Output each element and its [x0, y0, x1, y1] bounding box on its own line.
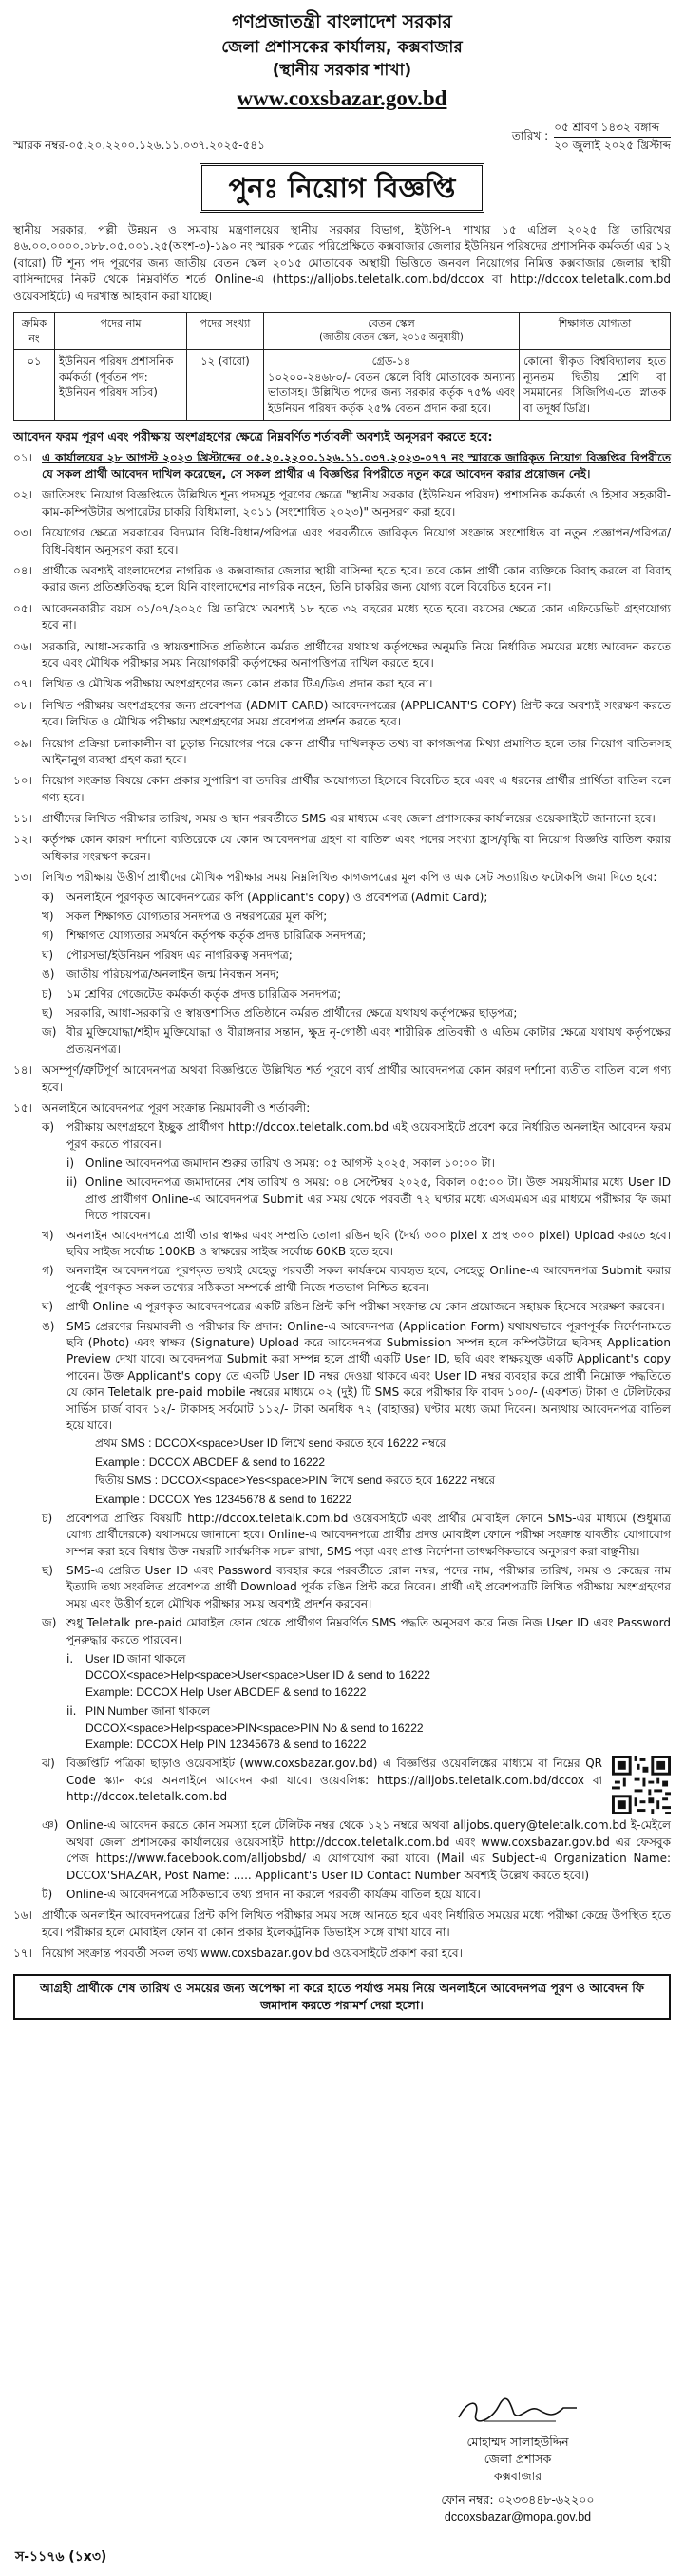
list-item [42, 1263, 671, 1296]
list-item [42, 948, 671, 964]
signatory-name: মোহাম্মদ সালাহউদ্দিন [466, 2435, 569, 2450]
item-text: প্রবেশপত্র প্রাপ্তির বিষয়টি http://dccox.teletalk.com.bd ওয়েবসাইটে এবং প্রার্থীর মোবাইল ফোনে SMS-এর মাধ্যমে (শুধুমাত্র যোগ্য প্রার্থীদেরকে) যথাসময়ে জানানো হবে। Online-এ আবেদনপত্রে প্রার্থীর প্রদত্ত মোবাইল ফোনে পরীক্ষা সংক্রান্ত যাবতীয় যোগাযোগ সম্পন্ন করা হবে বিধায় উক্ত নম্বরটি সার্বক্ষণিক সচল রাখা, SMS পড়া এবং প্রাপ্ত নির্দেশনা তাৎক্ষণিকভাবে অনুসরণ করা বাঞ্ছনীয়। [66, 1511, 671, 1558]
item-marker: চ) [42, 987, 53, 1001]
item-text: পরীক্ষায় অংশগ্রহণে ইচ্ছুক প্রার্থীগণ http://dccox.teletalk.com.bd এই ওয়েবসাইটে প্রবেশ করে নির্ধারিত অনলাইন আবেদন ফরম পূরণ করতে পারবেন। [66, 1120, 671, 1151]
recovery-list [66, 1651, 671, 1753]
item-text: ১ম শ্রেণির গেজেটেড কর্মকর্তা কর্তৃক প্রদত্ত চারিত্রিক সনদপত্র; [66, 987, 342, 1001]
rule-number: ১৪। [13, 1063, 32, 1078]
list-item [42, 1756, 671, 1814]
rule-text: প্রার্থীদের লিখিত পরীক্ষার তারিখ, সময় ও স্থান পরবর্তীতে SMS এর মাধ্যমে এবং জেলা প্রশাসকের কার্যালয়ের ওয়েবসাইটে জানানো হবে। [42, 812, 656, 826]
memo-row [13, 120, 671, 154]
item-text: সকল শিক্ষাগত যোগ্যতার সনদপত্র ও নম্বরপত্রের মূল কপি; [66, 910, 328, 924]
rule-text: এ কার্যালয়ের ২৮ আগস্ট ২০২৩ খ্রিস্টাব্দের ০৫.২০.২২০০.১২৬.১১.০৩৭.২০২৩-০৭৭ নং স্মারকে জারিকৃত নিয়োগ বিজ্ঞপ্তির বিপরীতে যে সকল প্রার্থী আবেদন দাখিল করেছেন, সে সকল প্রার্থীর এ বিজ্ঞপ্তির বিপরীতে নতুন করে আবেদন করার প্রয়োজন নেই। [42, 450, 671, 481]
deadline-list [66, 1156, 671, 1225]
list-item [42, 928, 671, 944]
rule-text: সরকারি, আধা-সরকারি ও স্বায়ত্তশাসিত প্রতিষ্ঠানে কর্মরত প্রার্থীদের যথাযথ কর্তৃপক্ষের অনুমতি নিয়ে নির্ধারিত সময়ের মধ্যে আবেদন করতে হবে এবং মৌখিক পরীক্ষার সময় নিয়োগকারী কর্তৃপক্ষের অনাপত্তিপত্র দাখিল করতে হবে। [42, 639, 671, 669]
item-text: অনলাইন আবেদনপত্রে প্রার্থী তার স্বাক্ষর এবং সম্প্রতি তোলা রঙিন ছবি (দৈর্ঘ্য ৩০০ pixel x প্রস্থ ৩০০ pixel) Upload করতে হবে। ছবির সাইজ সর্বোচ্চ 100KB ও স্বাক্ষরের সাইজ সর্বোচ্চ 60KB হতে হবে। [66, 1228, 671, 1259]
rule-item [13, 1908, 671, 1941]
list-item [66, 1175, 671, 1224]
rule-number: ১২। [13, 833, 32, 847]
notice-title: পুনঃ নিয়োগ বিজ্ঞপ্তি [200, 163, 485, 213]
rule-number: ১৩। [13, 871, 32, 885]
item-text: Online-এ আবেদনপত্রে সঠিকভাবে তথ্য প্রদান না করলে পরবর্তী কার্যক্রম বাতিল হয়ে যাবে। [66, 1887, 481, 1901]
signature-block [408, 2393, 627, 2526]
recovery-command: DCCOX<space>Help<space>User<space>User ID & send to 16222 [86, 1668, 430, 1683]
col-post: পদের নাম [55, 312, 187, 349]
rule-item [13, 525, 671, 558]
signature-icon [442, 2393, 594, 2429]
list-item [66, 1156, 671, 1172]
documents-list [42, 890, 671, 1059]
list-item [42, 967, 671, 983]
rule-number: ১৫। [13, 1100, 32, 1115]
item-marker: ঘ) [42, 1300, 54, 1314]
rule-number: ০৬। [13, 639, 32, 653]
recovery-command: DCCOX<space>Help<space>PIN<space>PIN No & send to 16222 [86, 1720, 424, 1735]
recovery-example: Example: DCCOX Help User ABCDEF & send to 16222 [86, 1684, 367, 1699]
col-qualification: শিক্ষাগত যোগ্যতা [520, 312, 671, 349]
rule-text: প্রার্থীকে অনলাইন আবেদনপত্রের প্রিন্ট কপি লিখিত পরীক্ষার সময় সঙ্গে আনতে হবে এবং নির্ধারিত সময়ের মধ্যে পরীক্ষা কেন্দ্রে উপস্থিত হতে হবে। পরীক্ষার হলে মোবাইল ফোন বা কোন প্রকার ইলেকট্রনিক ডিভাইস সঙ্গে রাখা যাবে না। [42, 1908, 671, 1939]
sms-example: Example : DCCOX Yes 12345678 & send to 16222 [95, 1492, 352, 1506]
item-marker: ii) [66, 1175, 78, 1190]
list-item [42, 1615, 671, 1648]
cell-count: ১২ (বারো) [187, 349, 264, 420]
intro-paragraph: স্থানীয় সরকার, পল্লী উন্নয়ন ও সমবায় মন্ত্রণালয়ের স্থানীয় সরকার বিভাগ, ইউপি-৭ শাখার ১৫ এপ্রিল ২০২৫ খ্রি তারিখের ৪৬.০০.০০০০.০৮৮.০৫.০০১.২৫(অংশ-৩)-১৯০ নং স্মারক পত্রের পরিপ্রেক্ষিতে কক্সবাজার জেলার ইউনিয়ন পরিষদের প্রশাসনিক কর্মকর্তা এর ১২ (বারো) টি শূন্য পদ পূরণের জন্য জাতীয় বেতন স্কেল ২০১৫ মোতাবেক অস্থায়ী ভিত্তিতে জনবল নিয়োগের নিমিত্ত কক্সবাজার জেলার স্থায়ী বাসিন্দাদের নিকট থেকে নিম্নবর্ণিত শর্তে Online-এ (https://alljobs.teletalk.com.bd/dccox বা http://dccox.teletalk.com.bd ওয়েবসাইটে) এ দরখাস্ত আহবান করা যাচ্ছে। [13, 223, 671, 303]
rules-heading: আবেদন ফরম পূরণ এবং পরীক্ষায় অংশগ্রহণের ক্ষেত্রে নিম্নবর্ণিত শর্তাবলী অবশ্যই অনুসরণ করতে হবে: [13, 428, 493, 443]
item-text: প্রার্থী Online-এ পূরণকৃত আবেদনপত্রের একটি রঙিন প্রিন্ট কপি পরীক্ষা সংক্রান্ত যে কোন প্রয়োজনে সহায়ক হিসেবে সংরক্ষণ করবেন। [66, 1300, 665, 1314]
letterhead [13, 9, 671, 114]
online-rules-list [42, 1119, 671, 1903]
rule-text: অনলাইনে আবেদনপত্র পূরণ সংক্রান্ত নিয়মাবলী ও শর্তাবলী: [42, 1100, 311, 1115]
rule-item [13, 811, 671, 827]
office-title: জেলা প্রশাসকের কার্যালয়, কক্সবাজার [221, 37, 463, 57]
website-link[interactable]: www.coxsbazar.gov.bd [237, 85, 447, 110]
cell-scale-text: ১০২০০-২৪৬৮০/- বেতন স্কেলে বিধি মোতাবেক অন্যান্য ভাতাসহ। উল্লিখিত পদের জন্য সরকার কর্তৃক ৭৫% এবং ইউনিয়ন পরিষদ কর্তৃক ২৫% বেতন প্রদান করা হবে। [268, 369, 515, 415]
rule-text: লিখিত ও মৌখিক পরীক্ষায় অংশগ্রহণের জন্য কোন প্রকার টিএ/ডিএ প্রদান করা হবে না। [42, 677, 433, 691]
rule-number: ০২। [13, 488, 32, 502]
publication-code: স-১১৭৬ (১x৩) [15, 2549, 107, 2565]
rule-number: ০৮। [13, 698, 32, 712]
rule-text: আবেদনকারীর বয়স ০১/০৭/২০২৫ খ্রি তারিখে অবশ্যই ১৮ হতে ৩২ বছরের মধ্যে হতে হবে। বয়সের ক্ষেত্রে কোন এফিডেভিট গ্রহণযোগ্য হবে না। [42, 601, 671, 632]
rule-text: লিখিত পরীক্ষায় উত্তীর্ণ প্রার্থীদের মৌখিক পরীক্ষার সময় নিম্নলিখিত কাগজপত্রের মূল কপি ও এক সেট সত্যায়িত ফটোকপি জমা দিতে হবে: [42, 871, 657, 885]
item-marker: ছ) [42, 1564, 53, 1578]
advisory-notice: আগ্রহী প্রার্থীকে শেষ তারিখ ও সময়ের জন্য অপেক্ষা না করে হাতে পর্যাপ্ত সময় নিয়ে অনলাইনে আবেদনপত্র পূরণ ও আবেদন ফি জমাদান করতে পরামর্শ দেয়া হলো। [13, 1974, 671, 2020]
rule-item [13, 487, 671, 520]
list-item [42, 1299, 671, 1315]
rule-number: ০১। [13, 450, 32, 464]
list-item [42, 1228, 671, 1261]
rule-item [13, 870, 671, 1058]
signatory-district: কক্সবাজার [493, 2469, 542, 2484]
item-text: শুধু Teletalk pre-paid মোবাইল ফোন থেকে প্রার্থীগণ নিম্নবর্ণিত SMS পদ্ধতি অনুসরণ করে নিজ নিজ User ID এবং Password পুনরুদ্ধার করতে পারবেন। [66, 1616, 671, 1646]
qr-code-icon[interactable] [612, 1756, 671, 1814]
rule-item [13, 639, 671, 672]
rule-number: ০৪। [13, 563, 32, 577]
rule-text: নিয়োগ প্রক্রিয়া চলাকালীন বা চূড়ান্ত নিয়োগের পরে কোন প্রার্থীর দাখিলকৃত তথ্য বা কাগজপত্র মিথ্যা প্রমাণিত হলে তার নিয়োগ বাতিলসহ আইনানুগ ব্যবস্থা গ্রহণ করা হবে। [42, 736, 671, 766]
rule-item [13, 1062, 671, 1096]
rule-number: ০৭। [13, 677, 32, 691]
cell-post: ইউনিয়ন পরিষদ প্রশাসনিক কর্মকর্তা (পূর্বতন পদ: ইউনিয়ন পরিষদ সচিব) [55, 349, 187, 420]
item-text: Online-এ আবেদন করতে কোন সমস্যা হলে টেলিটক নম্বর থেকে ১২১ নম্বরে অথবা alljobs.query@teletalk.com.bd ই-মেইলে অথবা জেলা প্রশাসকের কার্যালয়ের ওয়েবসাইট http://dccox.teletalk.com.bd এবং www.coxsbazar.gov.bd এর ফেসবুক পেজ https://www.facebook.com/alljobsbd/ এ যোগাযোগ করা যাবে। (Mail এর Subject-এ Organization Name: DCCOX'SHAZAR, Post Name: ..... Applicant's User ID Contact Number অবশ্যই উল্লেখ করতে হবে।) [66, 1818, 671, 1882]
rule-number: ১৭। [13, 1946, 32, 1961]
item-marker: ঞ) [42, 1818, 59, 1833]
rule-text: নিয়োগ সংক্রান্ত বিষয়ে কোন প্রকার সুপারিশ বা তদবির প্রার্থীর অযোগ্যতা হিসেবে বিবেচিত হবে এবং এ ধরনের প্রার্থীর প্রার্থিতা বাতিল বলে গণ্য হবে। [42, 774, 671, 804]
item-marker: চ) [42, 1511, 53, 1525]
item-text: বীর মুক্তিযোদ্ধা/শহীদ মুক্তিযোদ্ধা ও বীরাঙ্গনার সন্তান, ক্ষুদ্র নৃ-গোষ্ঠী এবং শারীরিক প্রতিবন্ধী ও এতিম কোটার ক্ষেত্রে যথাযথ কর্তৃপক্ষের প্রত্যয়নপত্র। [66, 1025, 671, 1056]
rules-list [13, 450, 671, 1963]
item-marker: ট) [42, 1887, 53, 1901]
list-item [42, 987, 671, 1003]
rule-text: নিয়োগের ক্ষেত্রে সরকারের বিদ্যমান বিধি-বিধান/পরিপত্র এবং পরবর্তীতে জারিকৃত নিয়োগ সংক্রান্ত সংশোধিত বা নতুন প্রজ্ঞাপন/পরিপত্র/বিধি-বিধান অনুসরণ করা হবে। [42, 526, 671, 556]
item-marker: খ) [42, 1228, 54, 1242]
item-text: SMS প্রেরণের নিয়মাবলী ও পরীক্ষার ফি প্রদান: Online-এ আবেদনপত্র (Application Form) যথাযথভাবে পূরণপূর্বক নির্দেশনামতে ছবি (Photo) এবং স্বাক্ষর (Signature) Upload করে আবেদনপত্র Submission সম্পন্ন হলে কম্পিউটারে ছবিসহ Application Preview দেখা যাবে। আবেদনপত্র Submit করা সম্পন্ন হলে প্রার্থী একটি User ID, ছবি এবং স্বাক্ষরযুক্ত একটি Applicant's copy পাবেন। উক্ত Applicant's copy তে একটি User ID নম্বর দেওয়া থাকবে এবং User ID নম্বর ব্যবহার করে প্রার্থী নিম্নোক্ত পদ্ধতিতে যে কোন Teletalk pre-paid mobile নম্বরের মাধ্যমে ০২ (দুই) টি SMS করে পরীক্ষার ফি বাবদ ১০০/- (একশত) টাকা ও টেলিটকের সার্ভিস চার্জ বাবদ ১২/- টাকাসহ সর্বমোট ১১২/- টাকা অনধিক ৭২ (বাহাত্তর) ঘণ্টার মধ্যে জমা দিবেন। অন্যথায় আবেদনপত্র বাতিল হয়ে যাবে। [66, 1319, 671, 1432]
rule-item [13, 736, 671, 769]
item-text: SMS-এ প্রেরিত User ID এবং Password ব্যবহার করে পরবর্তীতে রোল নম্বর, পদের নাম, পরীক্ষার তারিখ, সময় ও কেন্দ্রের নাম ইত্যাদি তথ্য সংবলিত প্রবেশপত্র প্রার্থী Download পূর্বক রঙিন প্রিন্ট করে নিবেন। প্রার্থী এই প্রবেশপত্রটি লিখিত পরীক্ষায় অংশগ্রহণের সময় এবং উত্তীর্ণ হলে মৌখিক পরীক্ষার সময় অবশ্যই প্রদর্শন করবেন। [66, 1564, 671, 1610]
item-text: অনলাইনে পূরণকৃত আবেদনপত্রের কপি (Applicant's copy) ও প্রবেশপত্র (Admit Card); [66, 890, 488, 904]
item-marker: ঘ) [42, 948, 54, 962]
list-item [42, 1006, 671, 1022]
sms-instructions [42, 1436, 671, 1508]
date-label: তারিখ : [511, 129, 549, 143]
memo-reference: স্মারক নম্বর-০৫.২০.২২০০.১২৬.১১.০৩৭.২০২৫-৫৪১ [13, 138, 265, 152]
col-serial: ক্রমিক নং [14, 312, 55, 349]
sms-line: প্রথম SMS : DCCOX<space>User ID লিখে send করতে হবে 16222 নম্বরে [95, 1437, 446, 1451]
rule-number: ০৩। [13, 526, 32, 540]
government-title: গণপ্রজাতন্ত্রী বাংলাদেশ সরকার [232, 11, 452, 32]
rule-item [13, 832, 671, 865]
rule-item [13, 563, 671, 596]
list-item [66, 1651, 671, 1701]
list-item [42, 1319, 671, 1435]
item-marker: ছ) [42, 1006, 53, 1020]
item-marker: খ) [42, 910, 54, 924]
item-marker: জ) [42, 1616, 57, 1630]
branch-title: (স্থানীয় সরকার শাখা) [272, 61, 412, 81]
memo-date [512, 120, 671, 154]
table-row [14, 349, 671, 420]
list-item [42, 1887, 671, 1903]
list-item [42, 890, 671, 906]
sms-line: দ্বিতীয় SMS : DCCOX<space>Yes<space>PIN লিখে send করতে হবে 16222 নম্বরে [95, 1474, 496, 1488]
rule-number: ১৬। [13, 1908, 32, 1923]
col-scale [264, 312, 520, 349]
col-count: পদের সংখ্যা [187, 312, 264, 349]
item-marker: ঙ) [42, 968, 55, 982]
rule-item [13, 1946, 671, 1962]
item-text: Online আবেদনপত্র জমাদানের শেষ তারিখ ও সময়: ০৪ সেপ্টেম্বর ২০২৫, বিকাল ০৫:০০ টা। উক্ত সময়সীমার মধ্যে User ID প্রাপ্ত প্রার্থীগণ Online-এ আবেদনপত্র Submit এর সময় থেকে পরবর্তী ৭২ ঘণ্টার মধ্যে এসএমএস এর মাধ্যমে পরীক্ষার ফি জমা দিতে পারবেন। [86, 1175, 671, 1223]
cell-scale [264, 349, 520, 420]
list-item [42, 909, 671, 925]
list-item [42, 1817, 671, 1884]
item-text: Online আবেদনপত্র জমাদান শুরুর তারিখ ও সময়: ০৫ আগস্ট ২০২৫, সকাল ১০:০০ টা। [86, 1156, 495, 1171]
rule-text: অসম্পূর্ণ/ত্রুটিপূর্ণ আবেদনপত্র অথবা বিজ্ঞপ্তিতে উল্লিখিত শর্ত পূরণে ব্যর্থ প্রার্থীর আবেদনপত্র কোন কারণ দর্শানো ব্যতীত বাতিল বলে গণ্য হবে। [42, 1063, 671, 1094]
item-marker: জ) [42, 1025, 57, 1040]
list-item [66, 1703, 671, 1753]
col-scale-title: বেতন স্কেল [368, 316, 415, 329]
item-text: শিক্ষাগত যোগ্যতার সমর্থনে কর্তৃপক্ষ কর্তৃক প্রদত্ত চারিত্রিক সনদপত্র; [66, 929, 367, 943]
item-marker: ii. [66, 1704, 77, 1719]
rule-text: লিখিত পরীক্ষায় অংশগ্রহণের জন্য প্রবেশপত্র (ADMIT CARD) আবেদনপত্রের (APPLICANT'S COPY) প্রিন্ট করে অবশ্যই সংরক্ষণ করতে হবে। লিখিত ও মৌখিক পরীক্ষায় অংশগ্রহণের সময় প্রবেশপত্র প্রদর্শন করতে হবে। [42, 698, 671, 729]
item-marker: ক) [42, 890, 55, 904]
list-item [42, 1119, 671, 1153]
signatory-designation: জেলা প্রশাসক [484, 2452, 552, 2467]
item-text: অনলাইন আবেদনপত্রে পূরণকৃত তথ্যই যেহেতু পরবর্তী সকল কার্যক্রমে ব্যবহৃত হবে, সেহেতু Online-এ আবেদনপত্র Submit করার পূর্বেই পূরণকৃত সকল তথ্যের সঠিকতা সম্পর্কে প্রার্থী নিজে শতভাগ নিশ্চিত হবেন। [66, 1264, 671, 1294]
recovery-example: Example: DCCOX Help PIN 12345678 & send to 16222 [86, 1737, 367, 1751]
item-marker: ঝ) [42, 1757, 55, 1771]
rule-number: ০৯। [13, 736, 32, 750]
item-text: সরকারি, আধা-সরকারি ও স্বায়ত্তশাসিত প্রতিষ্ঠানে কর্মরত প্রার্থীদের ক্ষেত্রে যথাযথ কর্তৃপক্ষের ছাড়পত্র; [66, 1006, 518, 1020]
item-marker: i. [66, 1652, 74, 1666]
posts-table [13, 312, 671, 421]
sms-example: Example : DCCOX ABCDEF & send to 16222 [95, 1455, 326, 1469]
rule-number: ০৫। [13, 601, 32, 615]
item-marker: গ) [42, 929, 54, 943]
rule-item [13, 601, 671, 634]
rule-item [13, 1100, 671, 1903]
date-english: ২০ জুলাই ২০২৫ খ্রিস্টাব্দ [554, 138, 671, 152]
cell-qualification: কোনো স্বীকৃত বিশ্ববিদ্যালয় হতে ন্যূনতম দ্বিতীয় শ্রেণি বা সমমানের সিজিপিএ-তে স্নাতক বা তদূর্ধ্ব ডিগ্রি। [520, 349, 671, 420]
table-header-row [14, 312, 671, 349]
rule-text: নিয়োগ সংক্রান্ত পরবর্তী সকল তথ্য www.coxsbazar.gov.bd ওয়েবসাইটে প্রকাশ করা হবে। [42, 1946, 463, 1961]
item-text: জাতীয় পরিচয়পত্র/অনলাইন জন্ম নিবন্ধন সনদ; [66, 968, 280, 982]
recovery-title: User ID জানা থাকলে [86, 1652, 186, 1666]
cell-serial: ০১ [14, 349, 55, 420]
item-text: পৌরসভা/ইউনিয়ন পরিষদ এর নাগরিকত্ব সনদপত্র; [66, 948, 293, 962]
cell-grade: গ্রেড-১৪ [371, 353, 411, 367]
contact-email[interactable]: dccoxsbazar@mopa.gov.bd [444, 2510, 592, 2524]
rule-item [13, 773, 671, 806]
recovery-title: PIN Number জানা থাকলে [86, 1704, 210, 1719]
list-item [42, 1025, 671, 1058]
rule-text: কর্তৃপক্ষ কোন কারণ দর্শানো ব্যতিরেকে যে কোন আবেদনপত্র গ্রহণ বা বাতিল এবং পদের সংখ্যা হ্রাস/বৃদ্ধি বা নিয়োগ বিজ্ঞপ্তি বাতিল করার অধিকার সংরক্ষণ করেন। [42, 833, 671, 863]
rule-text: জাতিসংঘ নিয়োগ বিজ্ঞপ্তিতে উল্লিখিত শূন্য পদসমূহ পূরণের ক্ষেত্রে "স্থানীয় সরকার (ইউনিয়ন পরিষদ) প্রশাসনিক কর্মকর্তা ও হিসাব সহকারী-কাম-কম্পিউটার অপারেটর চাকরি বিধিমালা, ২০১১ (সংশোধিত ২০২৩)" অনুসরণ করা হবে। [42, 488, 671, 518]
rule-item [13, 450, 671, 483]
item-text: বিজ্ঞপ্তিটি পত্রিকা ছাড়াও ওয়েবসাইট (www.coxsbazar.gov.bd) এ বিজ্ঞপ্তির ওয়েবলিঙ্কের মাধ্যমে বা নিম্নের QR Code স্ক্যান করে অনলাইনে আবেদন করা যাবে। ওয়েবলিঙ্ক: https://alljobs.teletalk.com.bd/dccox বা http://dccox.teletalk.com.bd [66, 1757, 602, 1804]
rule-number: ১১। [13, 812, 32, 826]
list-item [42, 1563, 671, 1612]
date-bangla: ০৫ শ্রাবণ ১৪৩২ বঙ্গাব্দ [554, 120, 671, 137]
rule-number: ১০। [13, 774, 32, 788]
rule-item [13, 698, 671, 731]
item-marker: ঙ) [42, 1319, 55, 1333]
item-marker: গ) [42, 1264, 54, 1278]
rule-item [13, 676, 671, 692]
contact-phone: ফোন নম্বর: ০২৩৩৪৪৮-৬২২০০ [441, 2491, 595, 2507]
rule-text: প্রার্থীকে অবশ্যই বাংলাদেশের নাগরিক ও কক্সবাজার জেলার স্থায়ী বাসিন্দা হতে হবে। তবে কোন প্রার্থী কোন ব্যক্তিকে বিবাহ করলে বা বিবাহ করার জন্য প্রতিশ্রুতিবদ্ধ হলে যিনি বাংলাদেশের নাগরিক নহেন, তিনি চাকরির জন্য যোগ্য বলে বিবেচিত হবেন না। [42, 563, 671, 594]
item-marker: i) [66, 1156, 75, 1171]
list-item [42, 1511, 671, 1560]
col-scale-sub: (জাতীয় বেতন স্কেল, ২০১৫ অনুযায়ী) [319, 331, 464, 343]
item-marker: ক) [42, 1120, 55, 1135]
